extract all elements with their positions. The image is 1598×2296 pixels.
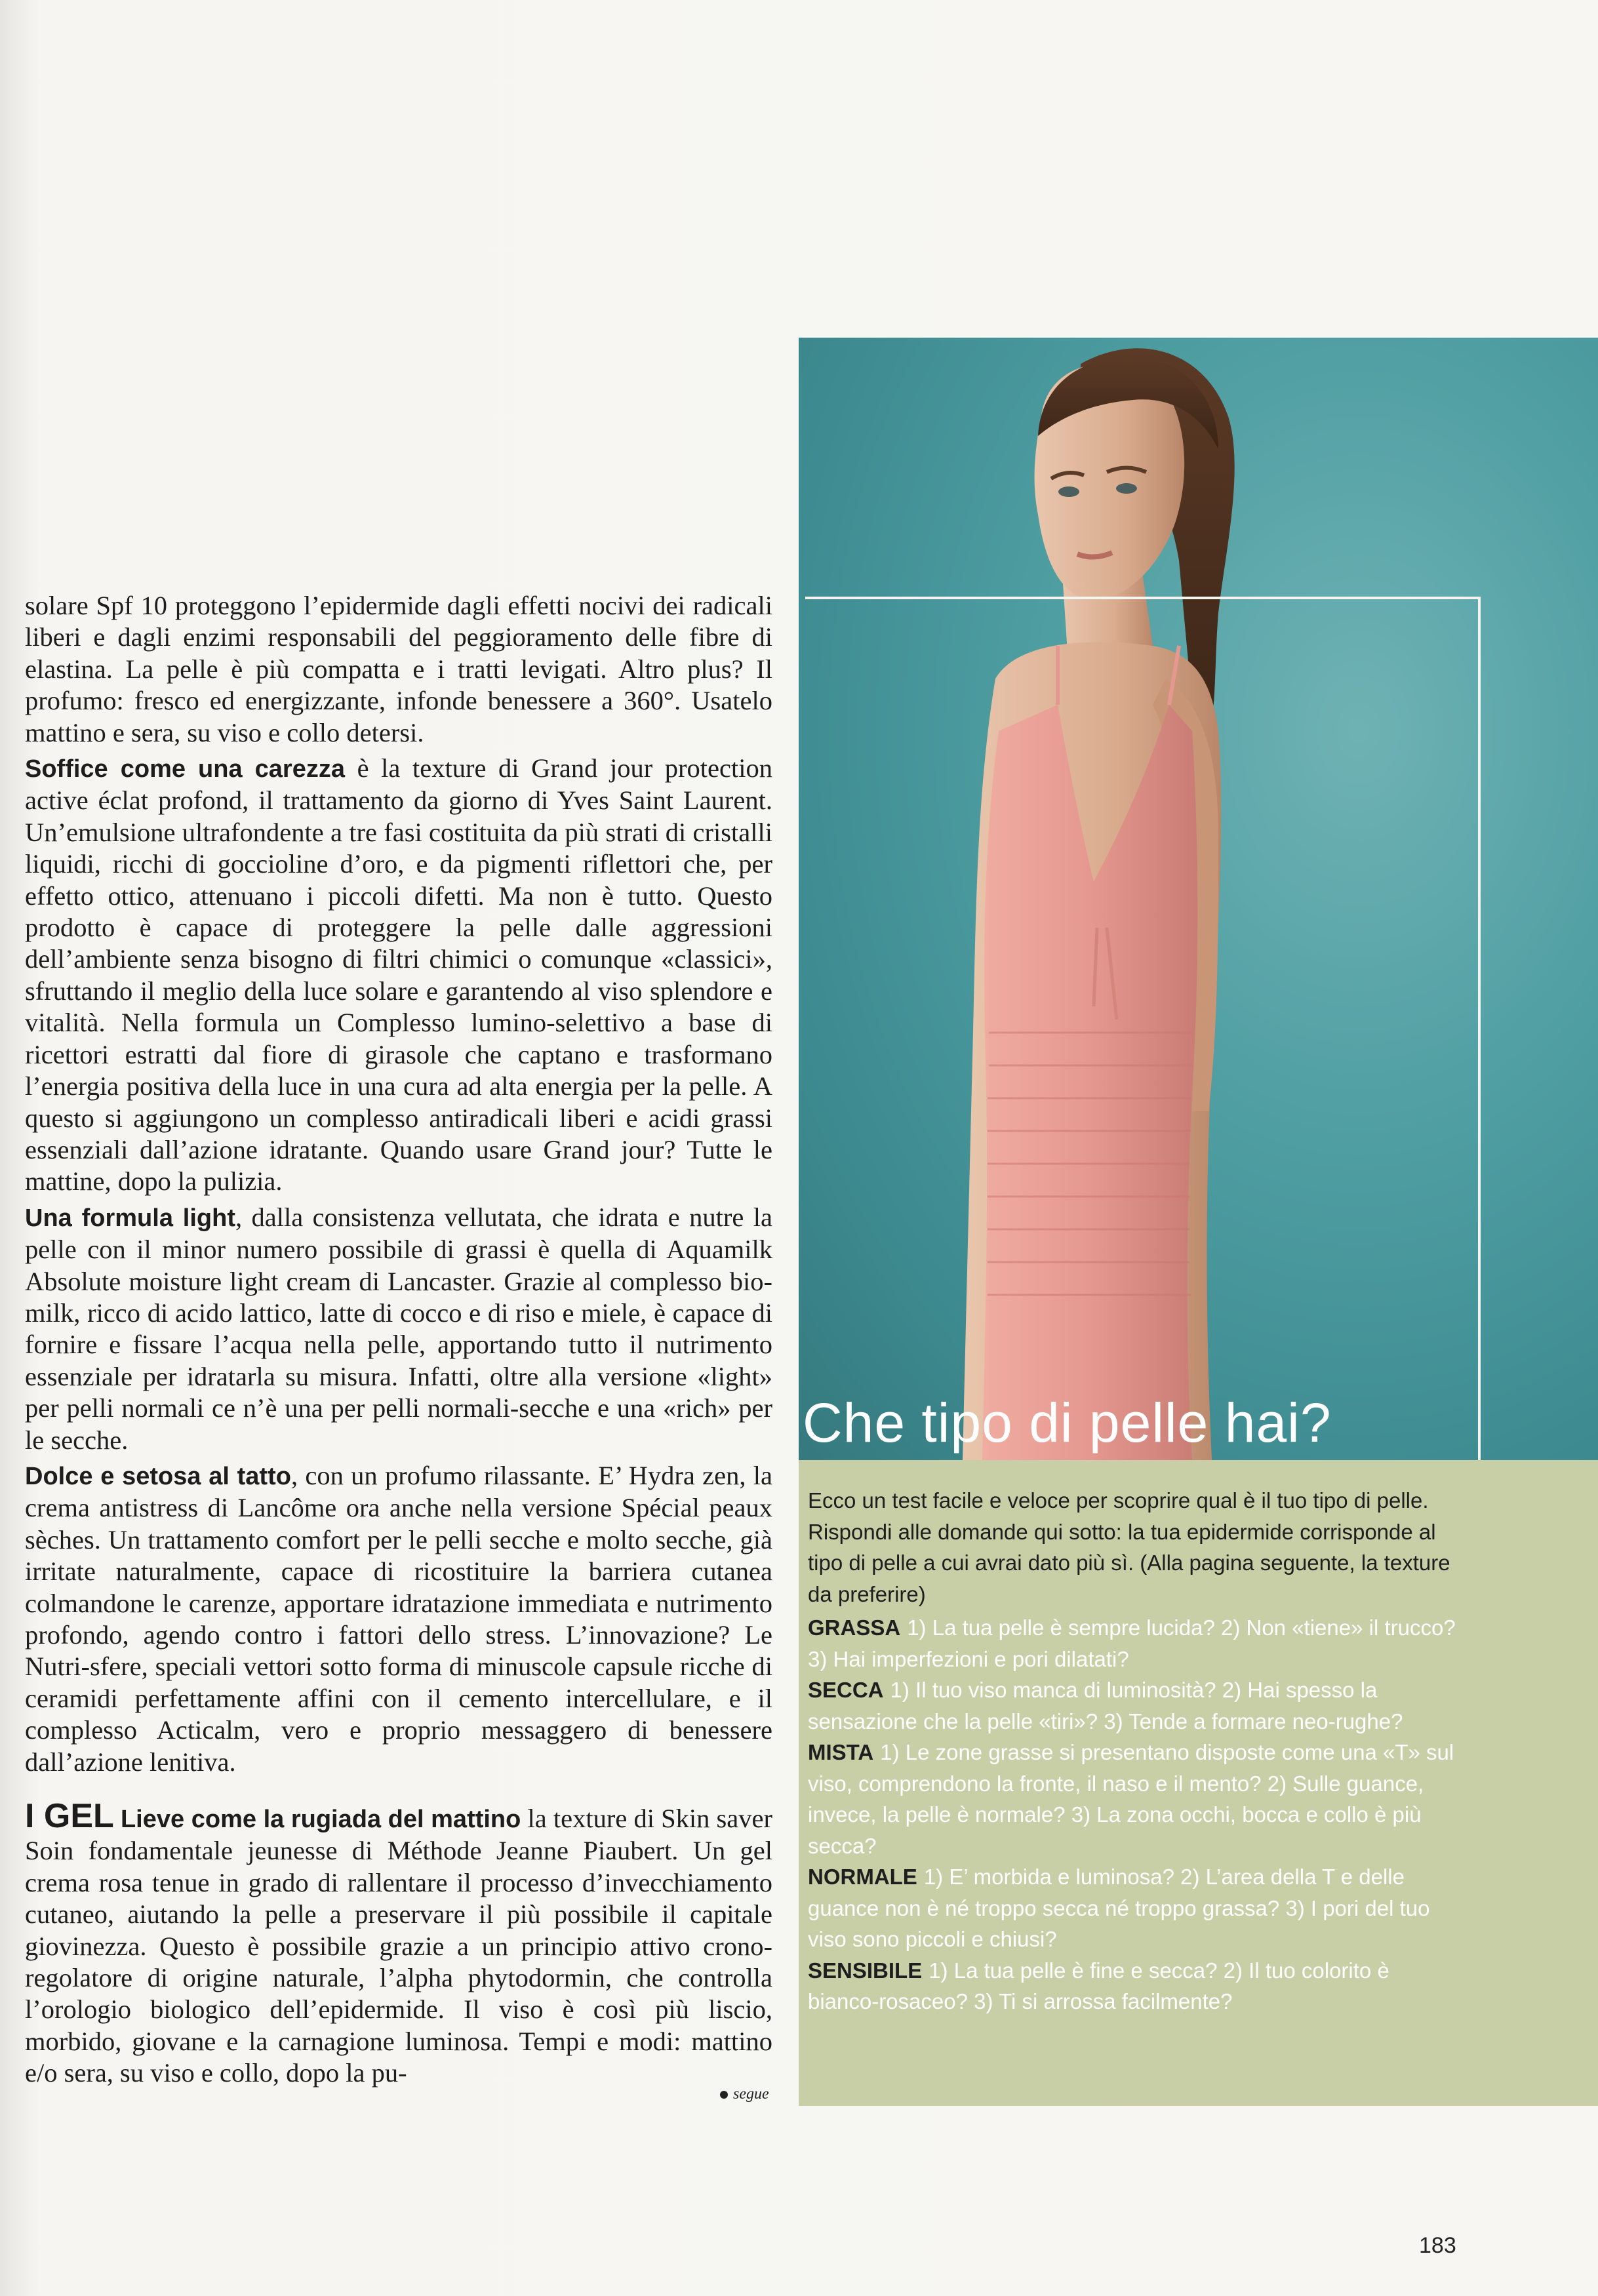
quiz-category-secca: SECCA 1) Il tuo viso manca di luminosità? 2) Hai spesso la sensazione che la pelle «tiri»? 3) Tende a formare neo-rughe? bbox=[808, 1678, 1403, 1733]
bullet-icon bbox=[720, 2091, 728, 2099]
article-paragraph: solare Spf 10 proteggono l’epidermide dagli effetti nocivi dei radicali liberi e dagli enzimi responsabili del peggioramento delle fibre di elastina. La pelle è più compatta e i tratti levigati. Altro plus? Il profumo: fresco ed energizzante, infonde benessere a 360°. Usatelo mattino e sera, su viso e collo detersi. bbox=[25, 591, 772, 747]
paragraph-lead: Soffice come una carezza bbox=[25, 755, 345, 783]
quiz-category-sensibile: SENSIBILE 1) La tua pelle è fine e secca? 2) Il tuo colorito è bianco-rosaceo? 3) Ti si arrossa facilmente? bbox=[808, 1958, 1389, 2013]
quiz-category-grassa: GRASSA 1) La tua pelle è sempre lucida? 2) Non «tiene» il trucco? 3) Hai imperfezioni e pori dilatati? bbox=[808, 1615, 1456, 1671]
article-paragraph: Dolce e setosa al tatto, con un profumo rilassante. E’ Hydra zen, la crema antistress di Lancôme ora anche nella versione Spécial peaux sèches. Un trattamento comfort per le pelli secche e molto secche, già irritate naturalmente, capace di ricostituire la barriera cutanea colmandone le carenze, apportare idratazione immediata e nutrimento profondo, agendo contro i fattori dello stress. L’innovazione? Le Nutri-sfere, speciali vettori sotto forma di minuscole capsule ricche di ceramidi perfettamente affini con il cemento intercellulare, e il complesso Acticalm, vero e proprio messaggero di benessere dall’azione lenitiva. bbox=[25, 1460, 772, 1777]
sidebar-headline: Che tipo di pelle hai? bbox=[803, 1392, 1332, 1454]
paragraph-lead: Dolce e setosa al tatto bbox=[25, 1462, 291, 1490]
page-number: 183 bbox=[1419, 2233, 1456, 2258]
quiz-content bbox=[808, 1485, 1464, 2017]
continued-marker: segue bbox=[720, 2086, 769, 2103]
article-column bbox=[25, 590, 772, 2089]
article-paragraph: Soffice come una carezza è la texture di Grand jour protection active éclat profond, il trattamento da giorno di Yves Saint Laurent. Un’emulsione ultrafondente a tre fasi costituita da più strati di cristalli liquidi, ricchi di goccioline d’oro, e da pigmenti riflettori che, per effetto ottico, attenuano i piccoli difetti. Ma non è tutto. Questo prodotto è capace di proteggere la pelle dalle aggressioni dell’ambiente senza bisogno di filtri chimici o comunque «classici», sfruttando il meglio della luce solare e garantendo al viso splendore e vitalità. Nella formula un Complesso lumino-selettivo a base di ricettori estratti dal fiore di girasole che captano e trasformano l’energia positiva della luce in una cura ad alta energia per la pelle. A questo si aggiungono un complesso antiradicali liberi e acidi grassi essenziali dall’azione idratante. Quando usare Grand jour? Tutte le mattine, dopo la pulizia. bbox=[25, 753, 773, 1197]
quiz-category-normale: NORMALE 1) E’ morbida e luminosa? 2) L’area della T e delle guance non è né troppo secca né troppo grassa? 3) I pori del tuo viso sono piccoli e chiusi? bbox=[808, 1865, 1430, 1951]
article-paragraph: Una formula light, dalla consistenza vellutata, che idrata e nutre la pelle con il minor numero possibile di grassi è quella di Aquamilk Absolute moisture light cream di Lancaster. Grazie al complesso bio-milk, ricco di acido lattico, latte di cocco e di riso e miele, è capace di fornire e fissare l’acqua nella pelle, apportando tutto il nutrimento essenziale per idratarla su misura. Infatti, oltre alla versione «light» per pelli normali ce n’è una per pelli normali-secche e una «rich» per le secche. bbox=[25, 1202, 772, 1455]
section-title: I GEL bbox=[25, 1797, 114, 1836]
frame-line-top bbox=[805, 597, 1481, 599]
paragraph-lead: Una formula light bbox=[25, 1204, 235, 1232]
quiz-intro: Ecco un test facile e veloce per scoprire qual è il tuo tipo di pelle. Rispondi alle domande qui sotto: la tua epidermide corrisponde al tipo di pelle a cui avrai dato più sì. (Alla pagina seguente, la texture da preferire) bbox=[808, 1488, 1450, 1606]
paragraph-lead: Lieve come la rugiada del mattino bbox=[120, 1806, 521, 1834]
article-paragraph-gel: I GEL Lieve come la rugiada del mattino la texture di Skin saver Soin fondamentale jeunesse di Méthode Jeanne Piaubert. Un gel crema rosa tenue in grado di rallentare il processo d’invecchiamento cutaneo, aiutando la pelle a preservare il più possibile il capitale giovinezza. Questo è possibile grazie a un principio attivo crono-regolatore di origine naturale, l’alpha phytodormin, che controlla l’orologio biologico dell’epidermide. Il viso è così più liscio, morbido, giovane e la carnagione luminosa. Tempi e modi: mattino e/o sera, su viso e collo, dopo la pu- bbox=[25, 1797, 772, 2088]
quiz-category-mista: MISTA 1) Le zone grasse si presentano disposte come una «T» sul viso, comprendono la fronte, il naso e il mento? 2) Sulle guance, invece, la pelle è normale? 3) La zona occhi, bocca e collo è più secca? bbox=[808, 1740, 1454, 1858]
